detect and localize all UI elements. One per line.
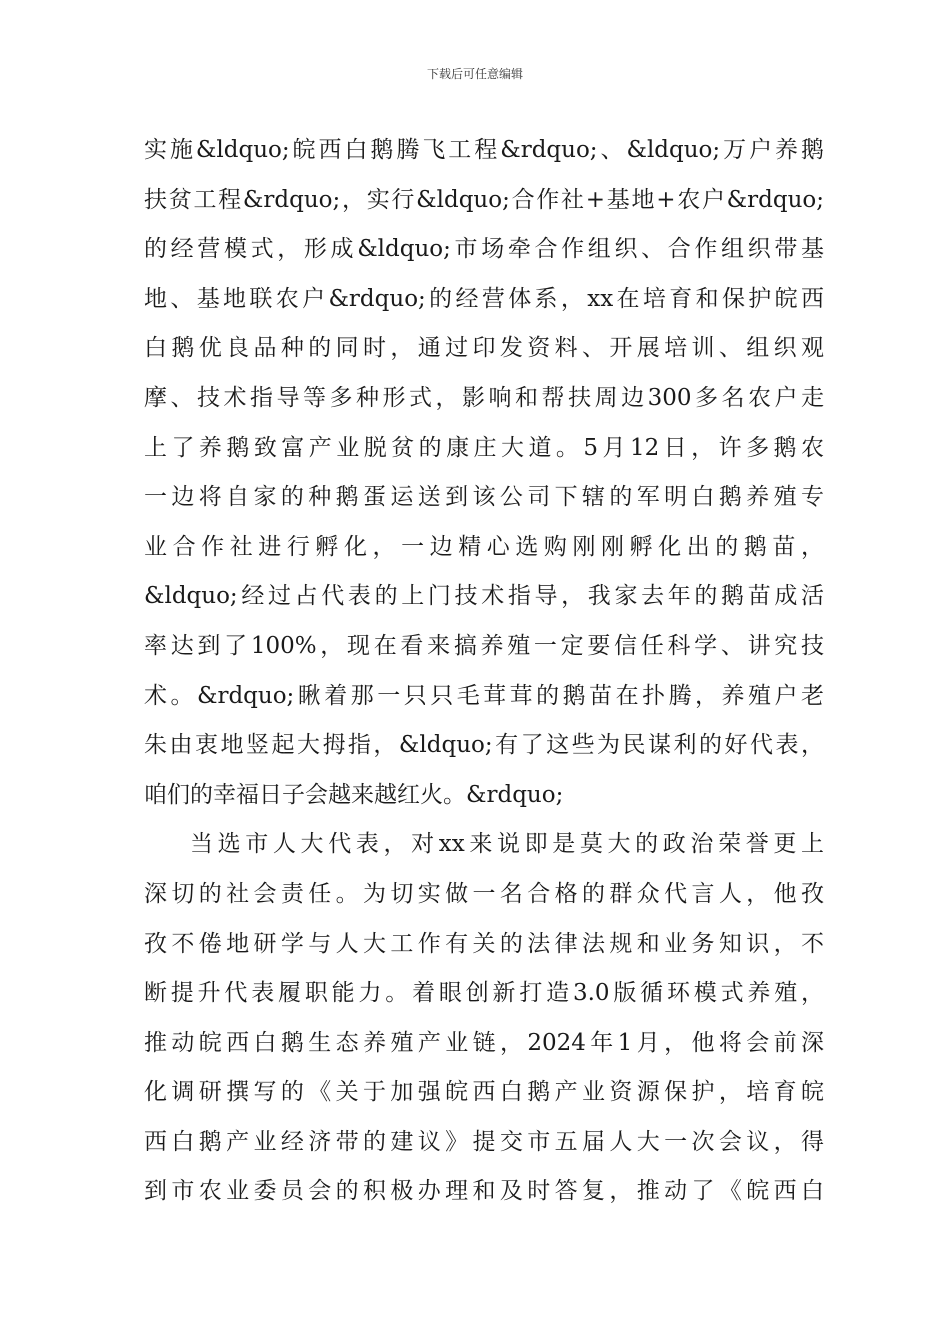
text-line: 扶贫工程&rdquo;，实行&ldquo;合作社+基地+农户&rdquo; (144, 186, 824, 213)
text-line: 摩、技术指导等多种形式，影响和帮扶周边300多名农户走 (144, 384, 824, 411)
text-line: 化调研撰写的《关于加强皖西白鹅产业资源保护，培育皖 (144, 1079, 824, 1106)
text-line: 推动皖西白鹅生态养殖产业链，2024年1月，他将会前深 (144, 1029, 824, 1056)
text-line: 一边将自家的种鹅蛋运送到该公司下辖的军明白鹅养殖专 (144, 484, 824, 511)
text-line: 上了养鹅致富产业脱贫的康庄大道。5月12日，许多鹅农 (144, 434, 824, 461)
text-line: 当选市人大代表，对xx来说即是莫大的政治荣誉更上 (190, 831, 824, 858)
document-body (144, 126, 824, 1217)
text-line: 业合作社进行孵化，一边精心选购刚刚孵化出的鹅苗， (144, 533, 824, 560)
text-line: 白鹅优良品种的同时，通过印发资料、开展培训、组织观 (144, 335, 824, 362)
text-line: 地、基地联农户&rdquo;的经营体系，xx在培育和保护皖西 (144, 285, 824, 312)
text-line: 西白鹅产业经济带的建议》提交市五届人大一次会议，得 (144, 1128, 824, 1155)
paragraph-1 (144, 126, 824, 820)
page-header: 下载后可任意编辑 (426, 67, 523, 81)
text-line: 实施&ldquo;皖西白鹅腾飞工程&rdquo;、&ldquo;万户养鹅 (144, 137, 824, 163)
text-line: 到市农业委员会的积极办理和及时答复，推动了《皖西白 (144, 1178, 824, 1205)
text-line: 的经营模式，形成&ldquo;市场牵合作组织、合作组织带基 (144, 236, 824, 263)
text-line: 孜不倦地研学与人大工作有关的法律法规和业务知识，不 (144, 930, 824, 957)
text-line: 断提升代表履职能力。着眼创新打造3.0版循环模式养殖， (144, 980, 824, 1007)
text-line: 率达到了100%，现在看来搞养殖一定要信任科学、讲究技 (144, 632, 824, 659)
text-line: 朱由衷地竖起大拇指，&ldquo;有了这些为民谋利的好代表， (144, 732, 824, 759)
text-line: 咱们的幸福日子会越来越红火。&rdquo; (144, 781, 564, 808)
text-line: 术。&rdquo;瞅着那一只只毛茸茸的鹅苗在扑腾，养殖户老 (144, 682, 824, 709)
text-line: &ldquo;经过占代表的上门技术指导，我家去年的鹅苗成活 (144, 583, 824, 610)
paragraph-2 (144, 820, 824, 1217)
text-line: 深切的社会责任。为切实做一名合格的群众代言人，他孜 (144, 880, 824, 907)
